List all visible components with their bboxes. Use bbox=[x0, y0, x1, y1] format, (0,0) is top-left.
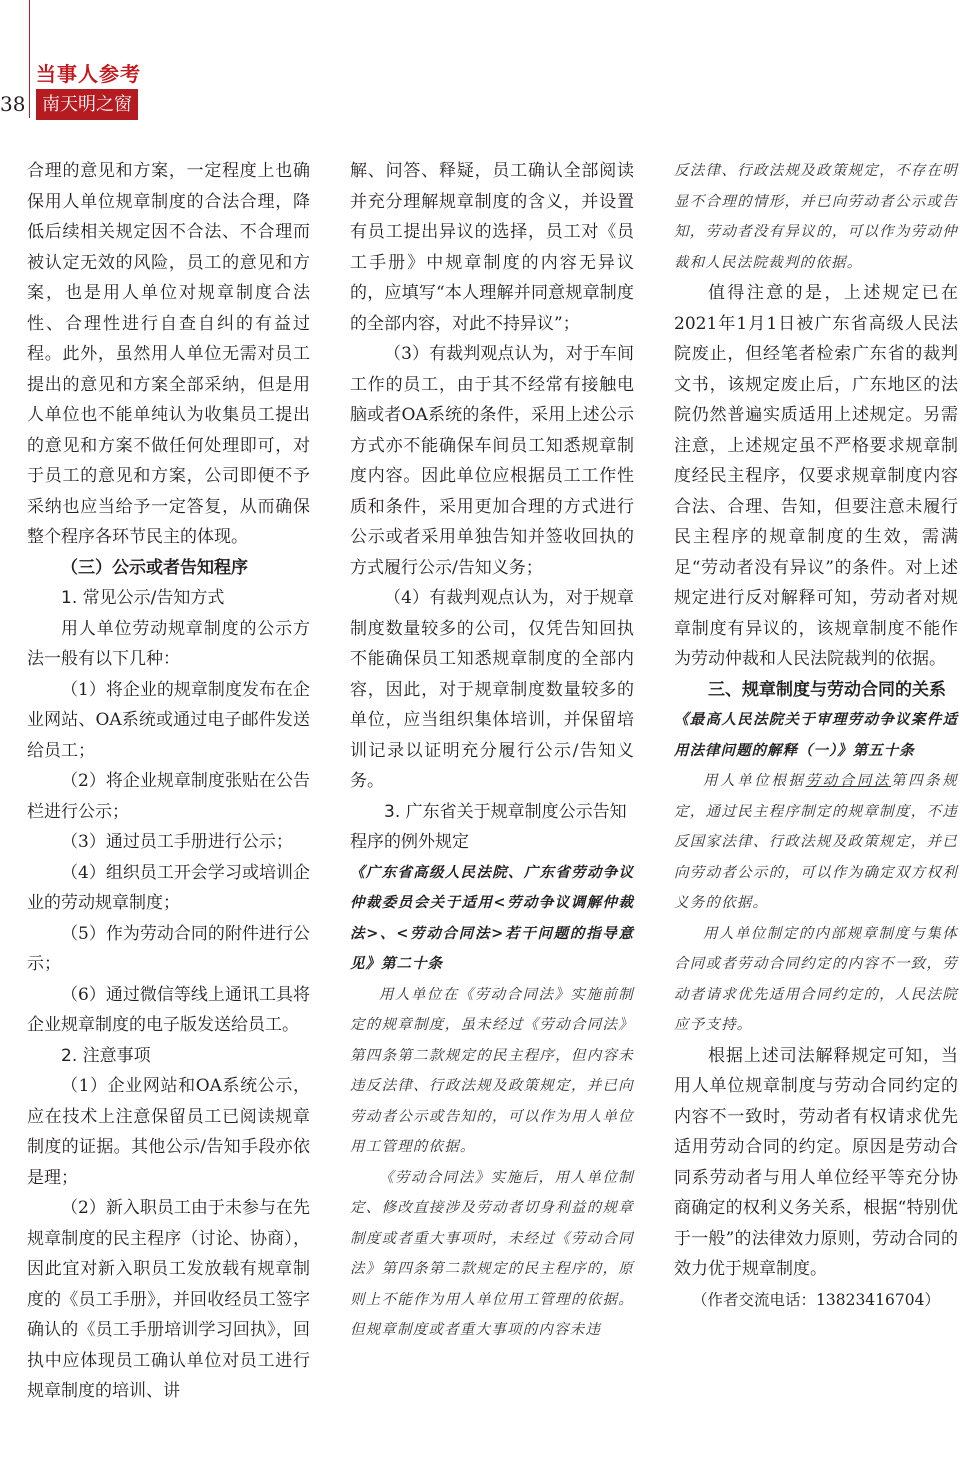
law-link: 劳动合同法 bbox=[805, 773, 892, 789]
section-title: 当事人参考 bbox=[36, 62, 141, 86]
list-item: （4）有裁判观点认为，对于规章制度数量较多的公司，仅凭告知回执不能确保员工知悉规章制度的全部内容，因此，对于规章制度数量较多的单位，应当组织集体培训，并保留培训记录以证明充分履行公示/告知义务。 bbox=[350, 588, 634, 791]
column-tag: 南天明之窗 bbox=[36, 89, 138, 120]
paragraph: 值得注意的是，上述规定已在2021年1月1日被广东省高级人民法院废止，但经笔者检索广东省的裁判文书，该规定废止后，广东地区的法院仍然普遍实质适用上述规定。另需注意，上述规定虽不严格要求规章制度经民主程序，仅要求规章制度内容合法、合理、告知，但要注意未履行民主程序的规章制度的生效，需满足“劳动者没有异议”的条件。对上述规定进行反对解释可知，劳动者对规章制度有异议的，该规章制度不能作为劳动仲裁和人民法院裁判的依据。 bbox=[674, 283, 958, 669]
quote-text: 第四条规定，通过民主程序制定的规章制度，不违反国家法律、行政法规及政策规定，并已向劳动者公示的，可以作为确定双方权利义务的依据。 bbox=[674, 773, 959, 911]
list-item: （3）有裁判观点认为，对于车间工作的员工，由于其不经常有接触电脑或者OA系统的条件，采用上述公示方式亦不能确保车间员工知悉规章制度内容。因此单位应根据员工工作性质和条件，采用更加合理的方式进行公示或者采用单独告知并签收回执的方式履行公示/告知义务； bbox=[350, 344, 634, 578]
list-item: （5）作为劳动合同的附件进行公示； bbox=[27, 923, 310, 974]
list-item: （2）将企业规章制度张贴在公告栏进行公示； bbox=[27, 771, 310, 822]
author-contact: （作者交流电话：13823416704） bbox=[692, 1290, 940, 1309]
paragraph: 解、问答、释疑，员工确认全部阅读并充分理解规章制度的含义，并设置有员工提出异议的选择，员工对《员工手册》中规章制度的内容无异议的，应填写“本人理解并同意规章制度的全部内容，对此不持异议”； bbox=[350, 161, 634, 334]
heading: （三）公示或者告知程序 bbox=[61, 557, 248, 578]
law-title: 《最高人民法院关于审理劳动争议案件适用法律问题的解释（一）》第五十条 bbox=[674, 711, 958, 759]
column-3 bbox=[674, 156, 958, 1315]
list-item: （6）通过微信等线上通讯工具将企业规章制度的电子版发送给员工。 bbox=[27, 984, 310, 1035]
column-2 bbox=[350, 156, 634, 1346]
law-quote: 用人单位制定的内部规章制度与集体合同或者劳动合同约定的内容不一致，劳动者请求优先适用合同约定的，人民法院应予支持。 bbox=[674, 925, 958, 1033]
quote-text: 用人单位根据 bbox=[703, 773, 806, 789]
list-item: （1）企业网站和OA系统公示，应在技术上注意保留员工已阅读规章制度的证据。其他公示/告知手段亦依是理； bbox=[27, 1076, 310, 1188]
list-item: （3）通过员工手册进行公示； bbox=[61, 832, 293, 852]
margin-rule bbox=[29, 0, 30, 118]
law-quote bbox=[674, 766, 958, 919]
law-quote: 用人单位在《劳动合同法》实施前制定的规章制度，虽未经过《劳动合同法》第四条第二款规定的民主程序，但内容未违反法律、行政法规及政策规定，并已向劳动者公示或告知的，可以作为用人单位用工管理的依据。 bbox=[350, 986, 634, 1155]
paragraph: 根据上述司法解释规定可知，当用人单位规章制度与劳动合同约定的内容不一致时，劳动者有权请求优先适用劳动合同的约定。原因是劳动合同系劳动者与用人单位经平等充分协商确定的权利义务关系，根据“特别优于一般”的法律效力原则，劳动合同的效力优于规章制度。 bbox=[674, 1045, 958, 1279]
law-quote: 反法律、行政法规及政策规定，不存在明显不合理的情形，并已向劳动者公示或告知，劳动者没有异议的，可以作为劳动仲裁和人民法院裁判的依据。 bbox=[674, 163, 958, 271]
law-quote: 《劳动合同法》实施后，用人单位制定、修改直接涉及劳动者切身利益的规章制度或者重大事项时，未经过《劳动合同法》第四条第二款规定的民主程序的，原则上不能作为用人单位用工管理的依据。但规章制度或者重大事项的内容未违 bbox=[350, 1169, 634, 1338]
subheading: 3. 广东省关于规章制度公示告知程序的例外规定 bbox=[350, 801, 627, 852]
paragraph: 用人单位劳动规章制度的公示方法一般有以下几种： bbox=[27, 618, 310, 669]
subheading: 1. 常见公示/告知方式 bbox=[61, 588, 225, 608]
list-item: （2）新入职员工由于未参与在先规章制度的民主程序（讨论、协商），因此宜对新入职员工发放载有规章制度的《员工手册》，并回收经员工签字确认的《员工手册培训学习回执》，回执中应体现员工确认单位对员工进行规章制度的培训、讲 bbox=[27, 1198, 310, 1401]
subheading: 2. 注意事项 bbox=[61, 1045, 151, 1066]
page-number: 38 bbox=[0, 92, 26, 116]
law-title: 《广东省高级人民法院、广东省劳动争议仲裁委员会关于适用<劳动争议调解仲裁法>、<劳动合同法>若干问题的指导意见》第二十条 bbox=[350, 863, 634, 972]
list-item: （1）将企业的规章制度发布在企业网站、OA系统或通过电子邮件发送给员工； bbox=[27, 679, 310, 761]
heading: 三、规章制度与劳动合同的关系 bbox=[708, 679, 946, 700]
paragraph: 合理的意见和方案，一定程度上也确保用人单位规章制度的合法合理，降低后续相关规定因不合法、不合理而被认定无效的风险，员工的意见和方案，也是用人单位对规章制度合法性、合理性进行自查自纠的有益过程。此外，虽然用人单位无需对员工提出的意见和方案全部采纳，但是用人单位也不能单纯认为收集员工提出的意见和方案不做任何处理即可，对于员工的意见和方案，公司即便不予采纳也应当给予一定答复，从而确保整个程序各环节民主的体现。 bbox=[27, 161, 310, 547]
list-item: （4）组织员工开会学习或培训企业的劳动规章制度； bbox=[27, 862, 310, 913]
column-1 bbox=[27, 156, 310, 1407]
